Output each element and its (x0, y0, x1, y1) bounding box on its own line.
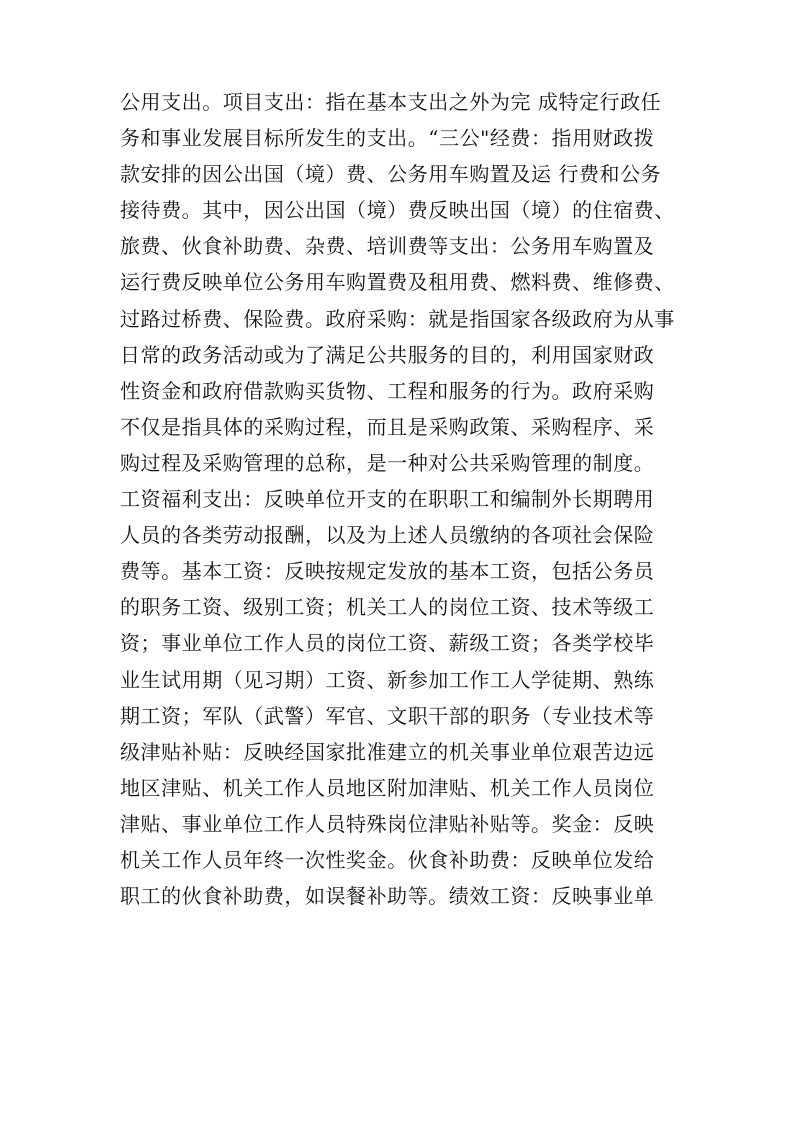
text-line: 资；事业单位工作人员的岗位工资、薪级工资；各类学校毕 (120, 631, 655, 656)
text-line: 费等。基本工资：反映按规定发放的基本工资，包括公务员 (120, 559, 655, 584)
text-line: 性资金和政府借款购买货物、工程和服务的行为。政府采购 (120, 378, 655, 403)
text-line: 的职务工资、级别工资；机关工人的岗位工资、技术等级工 (120, 595, 655, 620)
body-text (120, 84, 690, 914)
text-line: 级津贴补贴：反映经国家批准建立的机关事业单位艰苦边远 (120, 739, 655, 764)
text-line: 务和事业发展目标所发生的支出。“三公"经费：指用财政拨 (120, 126, 655, 151)
text-line: 职工的伙食补助费，如误餐补助等。绩效工资：反映事业单 (120, 884, 655, 909)
text-line: 购过程及采购管理的总称，是一种对公共采购管理的制度。 (120, 450, 655, 475)
text-line: 人员的各类劳动报酬，以及为上述人员缴纳的各项社会保险 (120, 523, 655, 548)
text-line: 地区津贴、机关工作人员地区附加津贴、机关工作人员岗位 (120, 775, 655, 800)
text-line: 旅费、伙食补助费、杂费、培训费等支出：公务用车购置及 (120, 234, 655, 259)
text-line: 工资福利支出：反映单位开支的在职职工和编制外长期聘用 (120, 487, 655, 512)
text-line: 日常的政务活动或为了满足公共服务的目的，利用国家财政 (120, 342, 655, 367)
text-line: 款安排的因公出国（境）费、公务用车购置及运 行费和公务 (120, 162, 662, 187)
text-line: 不仅是指具体的采购过程，而且是采购政策、采购程序、采 (120, 414, 655, 439)
text-line: 过路过桥费、保险费。政府采购：就是指国家各级政府为从事 (120, 306, 675, 331)
text-line: 运行费反映单位公务用车购置费及租用费、燃料费、维修费、 (120, 270, 675, 295)
text-line: 接待费。其中，因公出国（境）费反映出国（境）的住宿费、 (120, 198, 675, 223)
text-line: 机关工作人员年终一次性奖金。伙食补助费：反映单位发给 (120, 847, 655, 872)
text-line: 业生试用期（见习期）工资、新参加工作工人学徒期、熟练 (120, 667, 655, 692)
text-line: 公用支出。项目支出：指在基本支出之外为完 成特定行政任 (120, 90, 662, 114)
text-line: 津贴、事业单位工作人员特殊岗位津贴补贴等。奖金：反映 (120, 811, 655, 836)
text-line: 期工资；军队（武警）军官、文职干部的职务（专业技术等 (120, 703, 655, 728)
